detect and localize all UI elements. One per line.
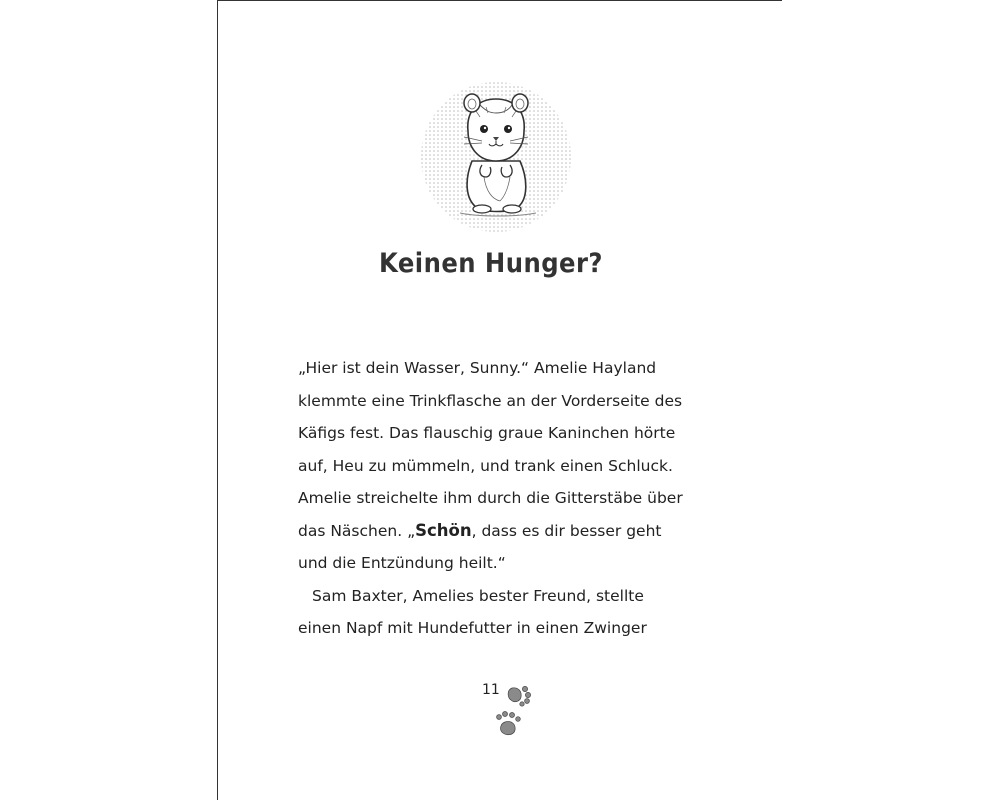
emphasized-word: Schön [415,520,472,540]
page-border-left [217,0,218,800]
text-fragment: , dass es dir besser geht [471,521,662,540]
text-line: Käfigs fest. Das flauschig graue Kaninchen hörte [298,424,676,442]
text-line: einen Napf mit Hundefutter in einen Zwinger [298,619,647,637]
text-line: und die Entzündung heilt.“ [298,554,506,572]
page-number: 11 [482,682,500,698]
chapter-title: Keinen Hunger? [379,248,603,279]
chapter-body [298,352,698,645]
page-border-top [217,0,782,1]
hamster-icon [420,81,572,233]
text-line: klemmte eine Trinkflasche an der Vorderseite des [298,391,683,410]
text-line: „Hier ist dein Wasser, Sunny.“ Amelie Hayland [298,359,657,377]
text-line [298,515,698,548]
text-line: Amelie streichelte ihm durch die Gitterstäbe über [298,489,683,507]
text-fragment: das Näschen. „ [298,521,416,540]
text-line: Sam Baxter, Amelies bester Freund, stellte [312,586,644,605]
paw-prints-icon [494,684,539,739]
text-line: auf, Heu zu mümmeln, und trank einen Schluck. [298,456,673,475]
